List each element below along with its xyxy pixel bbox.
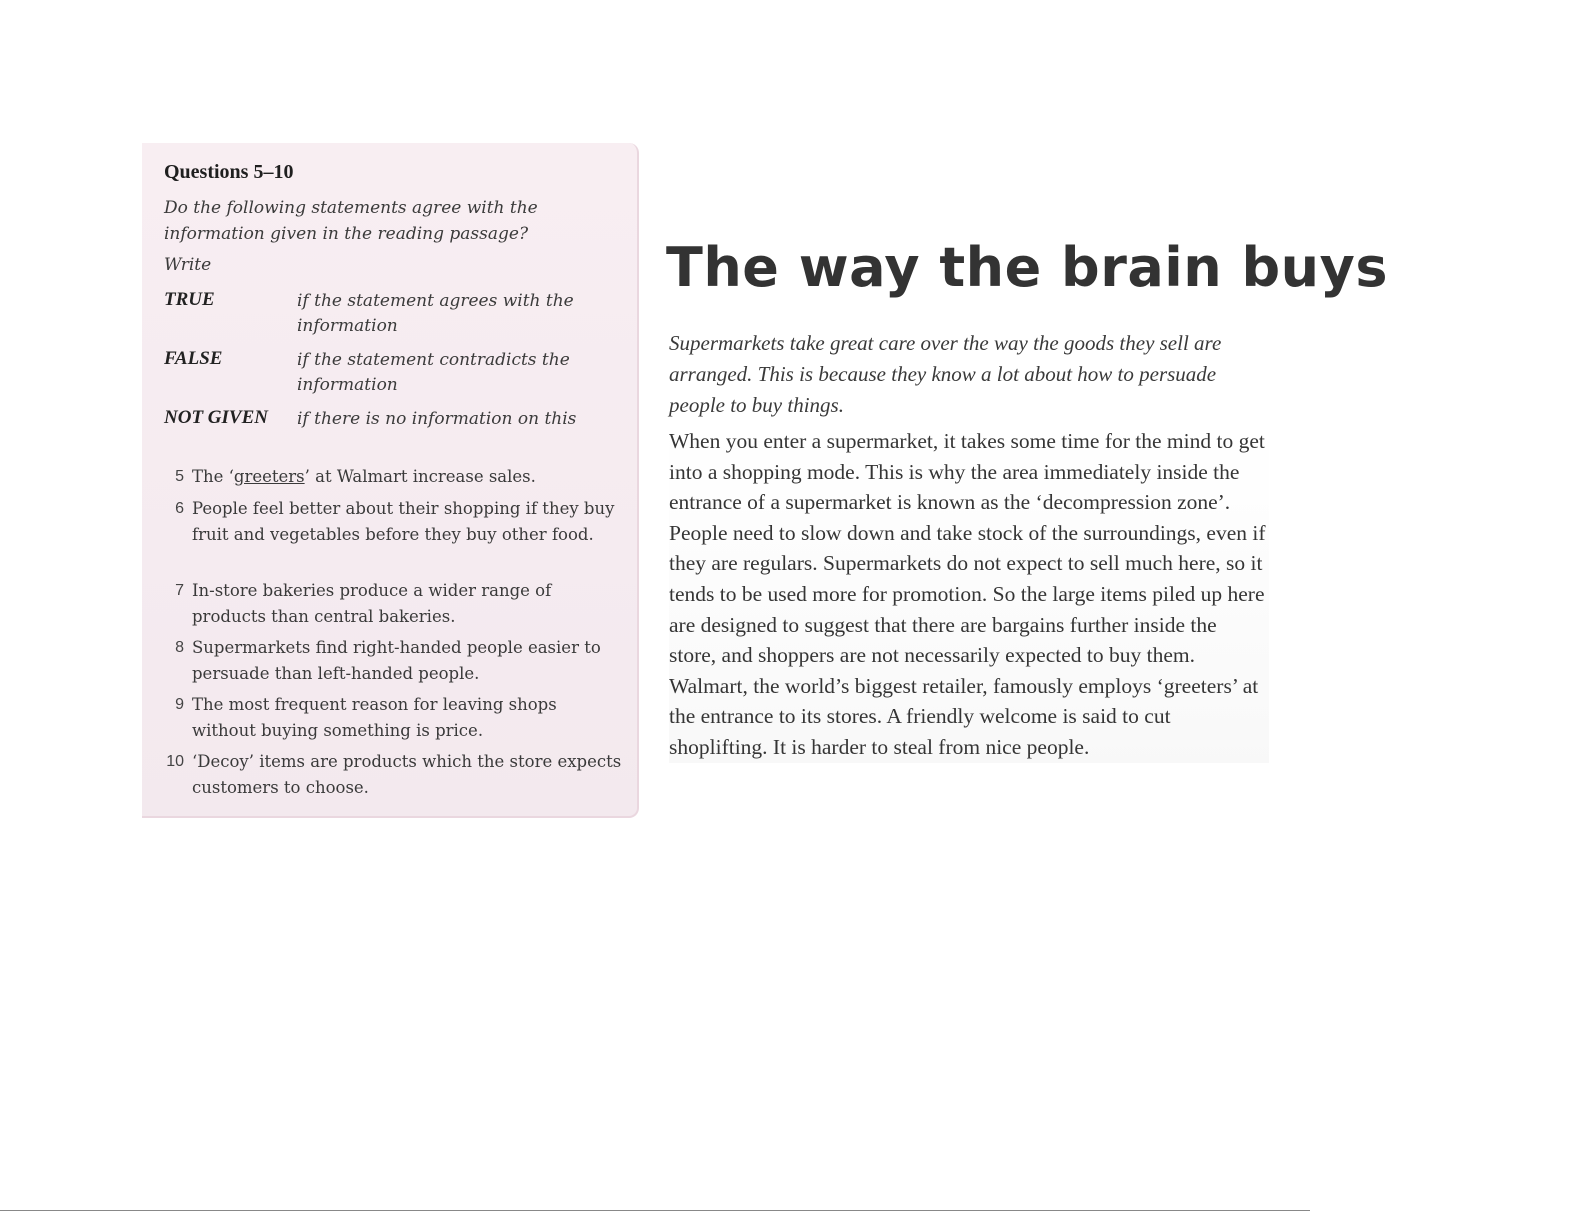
- question-text: People feel better about their shopping if they buy fruit and vegetables before they buy other food.: [192, 499, 615, 544]
- question-number: 6: [175, 500, 184, 517]
- question-text-part: The ‘: [192, 467, 234, 486]
- questions-heading: Questions 5–10: [164, 161, 294, 183]
- question-text: [192, 464, 622, 490]
- article-title: The way the brain buys: [666, 236, 1388, 299]
- question-number: 10: [166, 753, 184, 770]
- legend-definition: if there is no information on this: [297, 409, 577, 429]
- question-number: 8: [175, 639, 184, 656]
- question-text: The most frequent reason for leaving shops without buying something is price.: [192, 695, 557, 740]
- article-intro: Supermarkets take great care over the way the goods they sell are arranged. This is because they know a lot about how to persuade people to buy things.: [669, 331, 1222, 417]
- question-number: 7: [175, 582, 184, 599]
- legend-term: FALSE: [164, 348, 223, 369]
- question-text: Supermarkets find right-handed people easier to persuade than left-handed people.: [192, 638, 601, 683]
- question-text: ‘Decoy’ items are products which the store expects customers to choose.: [192, 752, 622, 797]
- question-text-part: ’ at Walmart increase sales.: [304, 467, 536, 486]
- question-number: 5: [175, 468, 184, 485]
- legend-term: NOT GIVEN: [164, 407, 268, 428]
- article-body: When you enter a supermarket, it takes some time for the mind to get into a shopping mode. This is why the area immediately inside the entrance of a supermarket is known as the ‘decompression zone’. People need to slow down and take stock of the surroundings, even if they are regulars. Supermarkets do not expect to sell much here, so it tends to be used more for promotion. So the large items piled up here are designed to suggest that there are bargains further inside the store, and shoppers are not necessarily expected to buy them. Walmart, the world’s biggest retailer, famously employs ‘greeters’ at the entrance to its stores. A friendly welcome is said to cut shoplifting. It is harder to steal from nice people.: [669, 426, 1269, 763]
- questions-instruction: Do the following statements agree with the information given in the reading passage?: [164, 198, 538, 244]
- write-label: Write: [164, 255, 212, 275]
- legend-definition: if the statement contradicts the information: [297, 350, 570, 395]
- legend-definition: if the statement agrees with the information: [297, 291, 574, 336]
- legend-term: TRUE: [164, 289, 215, 310]
- page-bottom-rule: [0, 1210, 1310, 1211]
- question-number: 9: [175, 696, 184, 713]
- question-text: In-store bakeries produce a wider range of products than central bakeries.: [192, 581, 552, 626]
- questions-panel: [142, 143, 639, 818]
- underlined-word: greeters: [233, 467, 305, 486]
